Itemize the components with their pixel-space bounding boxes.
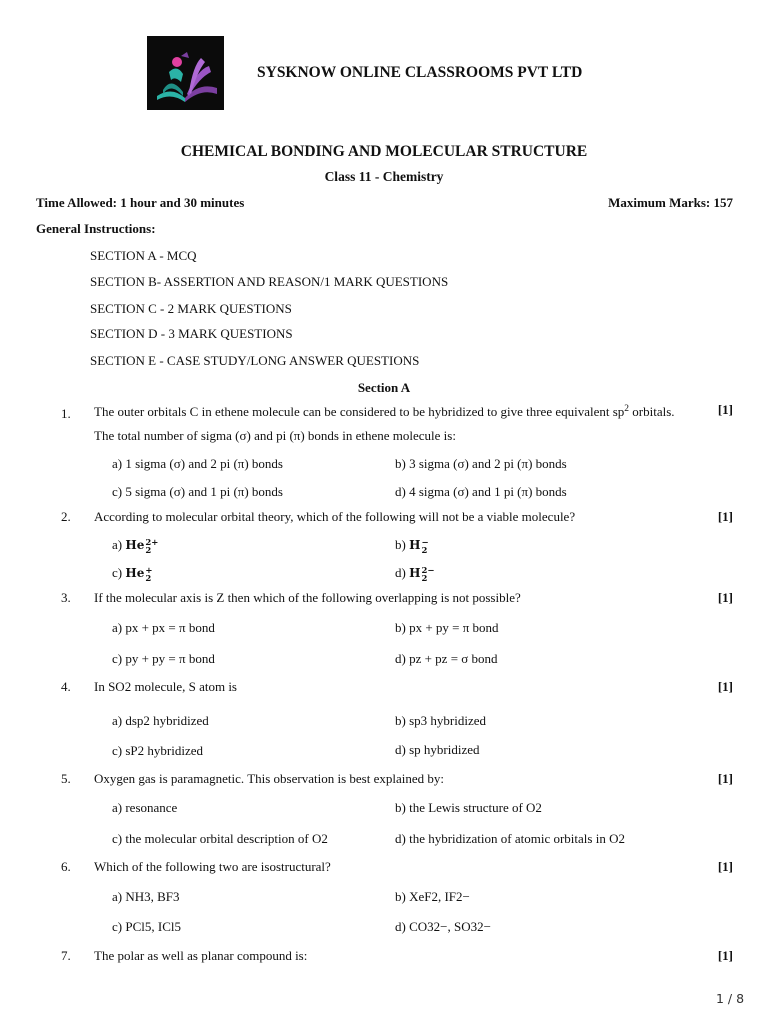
question-text-line: The total number of sigma (σ) and pi (π) bonds in ethene molecule is:	[94, 428, 456, 443]
option-d[interactable]: d) pz + pz = σ bond	[395, 651, 498, 666]
question-number: 7.	[61, 948, 71, 963]
question-text: In SO2 molecule, S atom is	[94, 679, 237, 694]
question-text: The polar as well as planar compound is:	[94, 948, 308, 963]
formula: He	[125, 538, 145, 552]
question-mark: [1]	[717, 509, 733, 524]
question-text	[94, 404, 675, 420]
section-a-heading: Section A	[357, 380, 411, 395]
subscript: 2	[145, 546, 152, 556]
option-b[interactable]	[395, 537, 429, 555]
question-text: According to molecular orbital theory, which of the following will not be a viable molecule?	[94, 509, 576, 524]
subscript: 2	[145, 574, 152, 584]
instruction-item: SECTION A - MCQ	[90, 248, 197, 263]
subscript: 2	[421, 546, 428, 556]
option-b[interactable]: b) 3 sigma (σ) and 2 pi (π) bonds	[395, 456, 567, 471]
time-allowed: Time Allowed: 1 hour and 30 minutes	[36, 195, 245, 210]
instructions-heading: General Instructions:	[36, 221, 156, 236]
question-text-part: The outer orbitals C in ethene molecule can be considered to be hybridized to give three equivalent sp	[94, 404, 625, 419]
instruction-item: SECTION D - 3 MARK QUESTIONS	[90, 326, 293, 341]
option-c[interactable]: c) sP2 hybridized	[112, 743, 203, 758]
option-c[interactable]	[112, 565, 152, 583]
option-b[interactable]: b) sp3 hybridized	[395, 713, 486, 728]
superscript: 2+	[145, 538, 159, 548]
page-number: 1 / 8	[716, 991, 745, 1006]
question-number: 4.	[61, 679, 71, 694]
option-b[interactable]: b) px + py = π bond	[395, 620, 499, 635]
question-mark: [1]	[717, 859, 733, 874]
company-logo	[147, 36, 224, 110]
option-label: d)	[395, 565, 406, 580]
question-number: 2.	[61, 509, 71, 524]
option-d[interactable]	[395, 565, 434, 583]
formula: H	[409, 566, 421, 580]
question-mark: [1]	[717, 590, 733, 605]
option-d[interactable]: d) CO32−, SO32−	[395, 919, 491, 934]
option-a[interactable]: a) dsp2 hybridized	[112, 713, 209, 728]
question-number: 3.	[61, 590, 71, 605]
question-number: 6.	[61, 859, 71, 874]
maximum-marks: Maximum Marks: 157	[608, 195, 733, 210]
question-text: If the molecular axis is Z then which of the following overlapping is not possible?	[94, 590, 521, 605]
question-number: 1.	[61, 406, 71, 421]
question-number: 5.	[61, 771, 71, 786]
question-mark: [1]	[717, 679, 733, 694]
option-c[interactable]: c) 5 sigma (σ) and 1 pi (π) bonds	[112, 484, 283, 499]
sup-sub	[421, 567, 434, 583]
question-text-part: orbitals.	[629, 404, 675, 419]
option-c[interactable]: c) py + py = π bond	[112, 651, 215, 666]
question-mark: [1]	[717, 948, 733, 963]
company-name: SYSKNOW ONLINE CLASSROOMS PVT LTD	[257, 64, 583, 81]
question-text: Oxygen gas is paramagnetic. This observation is best explained by:	[94, 771, 444, 786]
question-text: Which of the following two are isostructural?	[94, 859, 331, 874]
document-subtitle: Class 11 - Chemistry	[324, 169, 444, 184]
subscript: 2	[421, 574, 428, 584]
sup-sub	[145, 567, 152, 583]
document-title: CHEMICAL BONDING AND MOLECULAR STRUCTURE	[180, 143, 588, 160]
option-a[interactable]: a) NH3, BF3	[112, 889, 180, 904]
option-d[interactable]: d) sp hybridized	[395, 742, 480, 757]
superscript: 2−	[421, 566, 435, 576]
option-d[interactable]: d) the hybridization of atomic orbitals in O2	[395, 831, 625, 846]
question-mark: [1]	[717, 771, 733, 786]
option-a[interactable]	[112, 537, 158, 555]
superscript: 2	[624, 404, 630, 414]
sup-sub	[421, 539, 428, 555]
instruction-item: SECTION C - 2 MARK QUESTIONS	[90, 301, 292, 316]
superscript: +	[145, 566, 153, 576]
option-c[interactable]: c) PCl5, ICl5	[112, 919, 181, 934]
option-b[interactable]: b) XeF2, IF2−	[395, 889, 470, 904]
open-book-logo-icon	[147, 36, 224, 110]
question-mark: [1]	[717, 402, 733, 417]
formula: H	[409, 538, 421, 552]
superscript: −	[421, 538, 429, 548]
option-label: a)	[112, 537, 123, 552]
option-label: c)	[112, 565, 123, 580]
instruction-item: SECTION B- ASSERTION AND REASON/1 MARK QUESTIONS	[90, 274, 449, 289]
option-label: b)	[395, 537, 406, 552]
option-a[interactable]: a) 1 sigma (σ) and 2 pi (π) bonds	[112, 456, 283, 471]
sup-sub	[145, 539, 158, 555]
formula: He	[125, 566, 145, 580]
instruction-item: SECTION E - CASE STUDY/LONG ANSWER QUESTIONS	[90, 353, 420, 368]
option-b[interactable]: b) the Lewis structure of O2	[395, 800, 542, 815]
option-d[interactable]: d) 4 sigma (σ) and 1 pi (π) bonds	[395, 484, 567, 499]
option-a[interactable]: a) px + px = π bond	[112, 620, 215, 635]
option-c[interactable]: c) the molecular orbital description of O2	[112, 831, 328, 846]
option-a[interactable]: a) resonance	[112, 800, 178, 815]
